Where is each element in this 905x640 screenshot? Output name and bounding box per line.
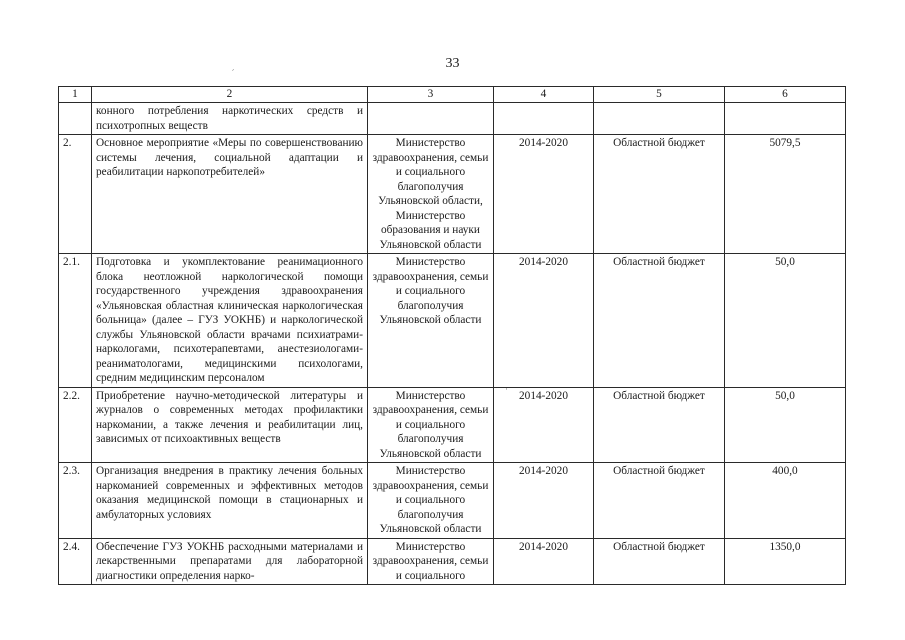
- measure-description: Основное мероприятие «Меры по совершенствованию системы лечения, социальной адаптации и реабилитации наркопотребителей»: [92, 135, 368, 254]
- table-row: [59, 103, 846, 135]
- amount: 50,0: [725, 387, 846, 463]
- executor: Министерство здравоохранения, семьи и социального благополучия Ульяновской области, Министерство образования и науки Ульяновской области: [368, 135, 494, 254]
- amount: 50,0: [725, 254, 846, 388]
- header-cell-3: 3: [368, 87, 494, 103]
- row-number: 2.4.: [59, 538, 92, 585]
- header-cell-5: 5: [594, 87, 725, 103]
- scan-speck: ׳: [232, 66, 235, 76]
- funding-source: [594, 103, 725, 135]
- measure-description: Приобретение научно-методической литературы и журналов о современных методах профилактики наркомании, а также лечения и реабилитации лиц, зависимых от психоактивных веществ: [92, 387, 368, 463]
- funding-source: Областной бюджет: [594, 387, 725, 463]
- row-number: 2.1.: [59, 254, 92, 388]
- amount: 1350,0: [725, 538, 846, 585]
- scan-speck: ·: [505, 384, 508, 394]
- measure-description: Подготовка и укомплектование реанимационного блока неотложной наркологической помощи государственного учреждения здравоохранения «Ульяновская областная клиническая наркологическая больница» (далее – ГУЗ УОКНБ) и наркологической службы Ульяновской области врачами психиатрами-наркологами, психотерапевтами, анестезиологами-реаниматологами, медицинскими психологами, средним медицинским персоналом: [92, 254, 368, 388]
- row-number: 2.: [59, 135, 92, 254]
- table-row: [59, 463, 846, 539]
- row-number: 2.2.: [59, 387, 92, 463]
- funding-source: Областной бюджет: [594, 135, 725, 254]
- header-cell-2: 2: [92, 87, 368, 103]
- table-row: [59, 254, 846, 388]
- executor: Министерство здравоохранения, семьи и социального благополучия Ульяновской области: [368, 463, 494, 539]
- header-row: [59, 87, 846, 103]
- period: 2014-2020: [494, 538, 594, 585]
- amount: 5079,5: [725, 135, 846, 254]
- row-number: [59, 103, 92, 135]
- period: 2014-2020: [494, 254, 594, 388]
- header-cell-4: 4: [494, 87, 594, 103]
- header-cell-1: 1: [59, 87, 92, 103]
- funding-source: Областной бюджет: [594, 463, 725, 539]
- amount: 400,0: [725, 463, 846, 539]
- period: 2014-2020: [494, 387, 594, 463]
- executor: Министерство здравоохранения, семьи и социального благополучия Ульяновской области: [368, 387, 494, 463]
- page-number: 33: [445, 56, 460, 71]
- period: 2014-2020: [494, 135, 594, 254]
- measure-description: конного потребления наркотических средств и психотропных веществ: [92, 103, 368, 135]
- program-measures-table: [58, 86, 846, 585]
- executor: Министерство здравоохранения, семьи и социального: [368, 538, 494, 585]
- period: [494, 103, 594, 135]
- row-number: 2.3.: [59, 463, 92, 539]
- table-row: [59, 135, 846, 254]
- funding-source: Областной бюджет: [594, 254, 725, 388]
- amount: [725, 103, 846, 135]
- table-row: [59, 538, 846, 585]
- executor: [368, 103, 494, 135]
- funding-source: Областной бюджет: [594, 538, 725, 585]
- period: 2014-2020: [494, 463, 594, 539]
- executor: Министерство здравоохранения, семьи и социального благополучия Ульяновской области: [368, 254, 494, 388]
- measure-description: Обеспечение ГУЗ УОКНБ расходными материалами и лекарственными препаратами для лабораторной диагностики определения нарко-: [92, 538, 368, 585]
- measure-description: Организация внедрения в практику лечения больных наркоманией современных и эффективных методов оказания медицинской помощи в стационарных и амбулаторных условиях: [92, 463, 368, 539]
- table-row: [59, 387, 846, 463]
- header-cell-6: 6: [725, 87, 846, 103]
